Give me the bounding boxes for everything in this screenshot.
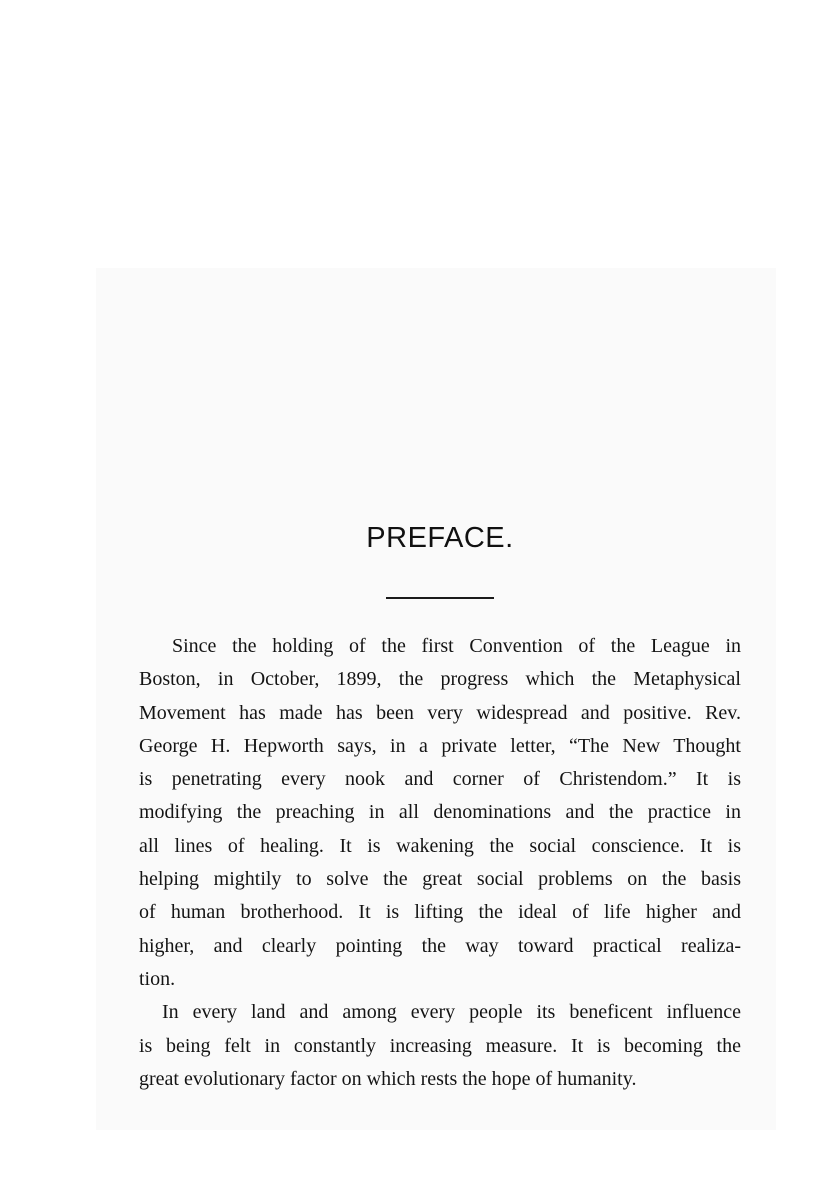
text-line: all lines of healing. It is wakening the social conscience. It is	[139, 834, 741, 857]
text-line: higher, and clearly pointing the way toward practical realiza-	[139, 934, 741, 957]
text-line: great evolutionary factor on which rests the hope of humanity.	[139, 1067, 637, 1090]
text-line: is penetrating every nook and corner of Christendom.” It is	[139, 768, 741, 791]
paragraph-1	[139, 630, 741, 996]
text-line: of human brotherhood. It is lifting the ideal of life higher and	[139, 901, 741, 924]
paragraph-2	[139, 996, 741, 1096]
text-line: Movement has made has been very widespread and positive. Rev.	[139, 701, 741, 724]
text-line: Since the holding of the first Convention of the League in	[172, 635, 741, 657]
text-line: helping mightily to solve the great social problems on the basis	[139, 868, 741, 891]
text-line: George H. Hepworth says, in a private letter, “The New Thought	[139, 734, 741, 757]
text-line: Boston, in October, 1899, the progress which the Metaphysical	[139, 668, 741, 691]
text-line: modifying the preaching in all denominations and the practice in	[139, 801, 741, 824]
text-line: is being felt in constantly increasing measure. It is becoming the	[139, 1034, 741, 1057]
text-line: tion.	[139, 967, 176, 990]
page-title: PREFACE.	[366, 522, 514, 554]
title-divider	[386, 597, 494, 599]
text-line: In every land and among every people its beneficent influence	[162, 1001, 741, 1024]
preface-body	[139, 630, 741, 1096]
